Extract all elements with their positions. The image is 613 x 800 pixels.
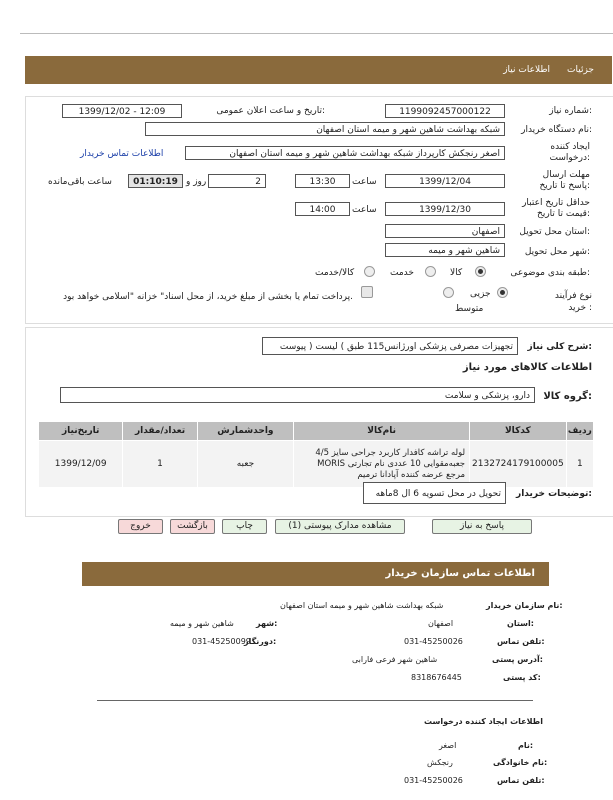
- col-unit: واحدشمارش: [197, 422, 294, 441]
- creator-family-label: نام خانوادگی:: [493, 758, 548, 767]
- items-table-wrap: [38, 421, 594, 488]
- creator-family-value: رنجکش: [427, 758, 453, 767]
- process-medium-label: متوسط: [455, 304, 484, 314]
- payment-note: پرداخت تمام یا بخشی از مبلغ خرید، از محل اسناد" خزانه "اسلامی خواهد بود.: [63, 292, 353, 302]
- category-service-radio[interactable]: [425, 266, 436, 277]
- cell-date: 1399/12/09: [39, 441, 123, 488]
- process-minor-radio[interactable]: [497, 287, 508, 298]
- org-label: نام سازمان خریدار:: [486, 601, 563, 610]
- validity-label: حداقل تاریخ اعتبار قیمت تا تاریخ:: [522, 198, 590, 219]
- creator-phone-value: 031-45250026: [404, 776, 463, 785]
- notes-label: توضیحات خریدار:: [516, 489, 592, 499]
- category-both-radio[interactable]: [364, 266, 375, 277]
- contact-city-label: شهر:: [256, 619, 278, 628]
- creator-field: اصغر رنجکش کارپرداز شبکه بهداشت شاهین شهر و میمه استان اصفهان: [185, 146, 505, 160]
- creator-name-label: نام:: [518, 741, 534, 750]
- postal-value: 8318676445: [411, 673, 462, 682]
- cell-qty: 1: [123, 441, 197, 488]
- need-number-field: 1199092457000122: [385, 104, 505, 118]
- table-row: [39, 441, 594, 488]
- validity-time-label: ساعت: [352, 205, 377, 215]
- province-label: استان محل تحویل:: [519, 227, 590, 237]
- category-service-label: خدمت: [390, 268, 414, 278]
- category-goods-label: کالا: [450, 268, 463, 278]
- org-value: شبکه بهداشت شاهین شهر و میمه استان اصفهان: [280, 601, 444, 610]
- tab-need-info[interactable]: اطلاعات نیاز: [503, 65, 550, 75]
- creator-name-value: اصغر: [439, 741, 457, 750]
- fax-value: 031-45250099: [192, 637, 251, 646]
- contact-divider: [97, 700, 533, 701]
- desc-label: شرح کلی نیاز:: [527, 342, 592, 352]
- deadline-label: مهلت ارسال پاسخ تا تاریخ:: [539, 170, 590, 191]
- need-number-label: شماره نیاز:: [549, 106, 592, 116]
- group-label: گروه کالا:: [543, 391, 592, 402]
- phone-label: تلفن تماس:: [497, 637, 545, 646]
- contact-city-value: شاهین شهر و میمه: [170, 619, 234, 628]
- remaining-time-box: 01:10:19: [128, 174, 183, 188]
- deadline-time-field: 13:30: [295, 174, 350, 188]
- group-field: دارو، پزشکی و سلامت: [60, 387, 535, 403]
- items-table: [38, 421, 594, 488]
- col-row: ردیف: [566, 422, 593, 441]
- process-minor-label: جزیی: [470, 289, 491, 299]
- city-label: شهر محل تحویل:: [524, 247, 590, 257]
- cell-code: 2132724179100005: [470, 441, 567, 488]
- deadline-time-label: ساعت: [352, 177, 377, 187]
- announce-label: تاریخ و ساعت اعلان عمومی:: [216, 106, 325, 116]
- buyer-label: نام دستگاه خریدار:: [521, 125, 592, 135]
- buyer-field: شبکه بهداشت شاهین شهر و میمه استان اصفهان: [145, 122, 505, 136]
- payment-checkbox[interactable]: [361, 286, 373, 298]
- exit-button[interactable]: خروج: [118, 519, 163, 534]
- postal-label: کد پستی:: [503, 673, 541, 682]
- respond-button[interactable]: پاسخ به نیاز: [432, 519, 532, 534]
- col-name: نام‌کالا: [294, 422, 470, 441]
- cell-unit: جعبه: [197, 441, 294, 488]
- address-value: شاهین شهر فرعی فارابی: [352, 655, 438, 664]
- phone-value: 031-45250026: [404, 637, 463, 646]
- items-title: اطلاعات کالاهای مورد نیاز: [462, 362, 592, 373]
- fax-label: دورنگار:: [244, 637, 277, 646]
- validity-date-field: 1399/12/30: [385, 202, 505, 216]
- process-medium-radio[interactable]: [443, 287, 454, 298]
- category-goods-radio[interactable]: [475, 266, 486, 277]
- col-qty: تعداد/مقدار: [123, 422, 197, 441]
- contact-province-label: استان:: [507, 619, 534, 628]
- address-label: آدرس پستی:: [492, 655, 543, 664]
- creator-info-title: اطلاعات ایجاد کننده درخواست: [424, 717, 543, 726]
- days-field: 2: [208, 174, 266, 188]
- creator-phone-label: تلفن تماس:: [497, 776, 545, 785]
- province-field: اصفهان: [385, 224, 505, 238]
- city-field: شاهین شهر و میمه: [385, 243, 505, 257]
- creator-label: ایجاد کننده درخواست:: [549, 142, 590, 163]
- category-label: طبقه بندی موضوعی:: [510, 268, 590, 278]
- col-code: کدکالا: [470, 422, 567, 441]
- col-date: تاریخ‌نیاز: [39, 422, 123, 441]
- days-label: روز و: [186, 177, 207, 187]
- cell-row: 1: [566, 441, 593, 488]
- validity-time-field: 14:00: [295, 202, 350, 216]
- deadline-date-field: 1399/12/04: [385, 174, 505, 188]
- desc-field: تجهیزات مصرفی پزشکی اورژانس115 طبق ) لیست ( پیوست: [262, 337, 518, 355]
- print-button[interactable]: چاپ: [222, 519, 267, 534]
- notes-field: تحویل در محل تسویه 6 ال 8ماهه: [363, 482, 506, 504]
- back-button[interactable]: بازگشت: [170, 519, 215, 534]
- category-both-label: کالا/خدمت: [315, 268, 355, 278]
- details-header-bar: [25, 56, 612, 84]
- announce-field: 1399/12/02 - 12:09: [62, 104, 182, 118]
- contact-bar-title: اطلاعات تماس سازمان خریدار: [385, 568, 535, 579]
- remaining-label: ساعت باقی‌مانده: [48, 177, 112, 187]
- process-label: نوع فرآیند خرید :: [554, 291, 592, 313]
- buyer-contact-link[interactable]: اطلاعات تماس خریدار: [80, 149, 164, 159]
- attachments-button[interactable]: مشاهده مدارک پیوستی (1): [275, 519, 405, 534]
- tab-details[interactable]: جزئیات: [567, 65, 594, 75]
- contact-bar: [82, 562, 549, 586]
- top-divider: [20, 33, 613, 34]
- cell-name: لوله تراشه کافدار کاربرد جراحی سایز 4/5 جعبه‌مقوایی 10 عددی نام تجارتی MORIS مرجع عرضه کننده آپادانا ترمیم: [294, 441, 470, 488]
- contact-province-value: اصفهان: [428, 619, 454, 628]
- table-header-row: [39, 422, 594, 441]
